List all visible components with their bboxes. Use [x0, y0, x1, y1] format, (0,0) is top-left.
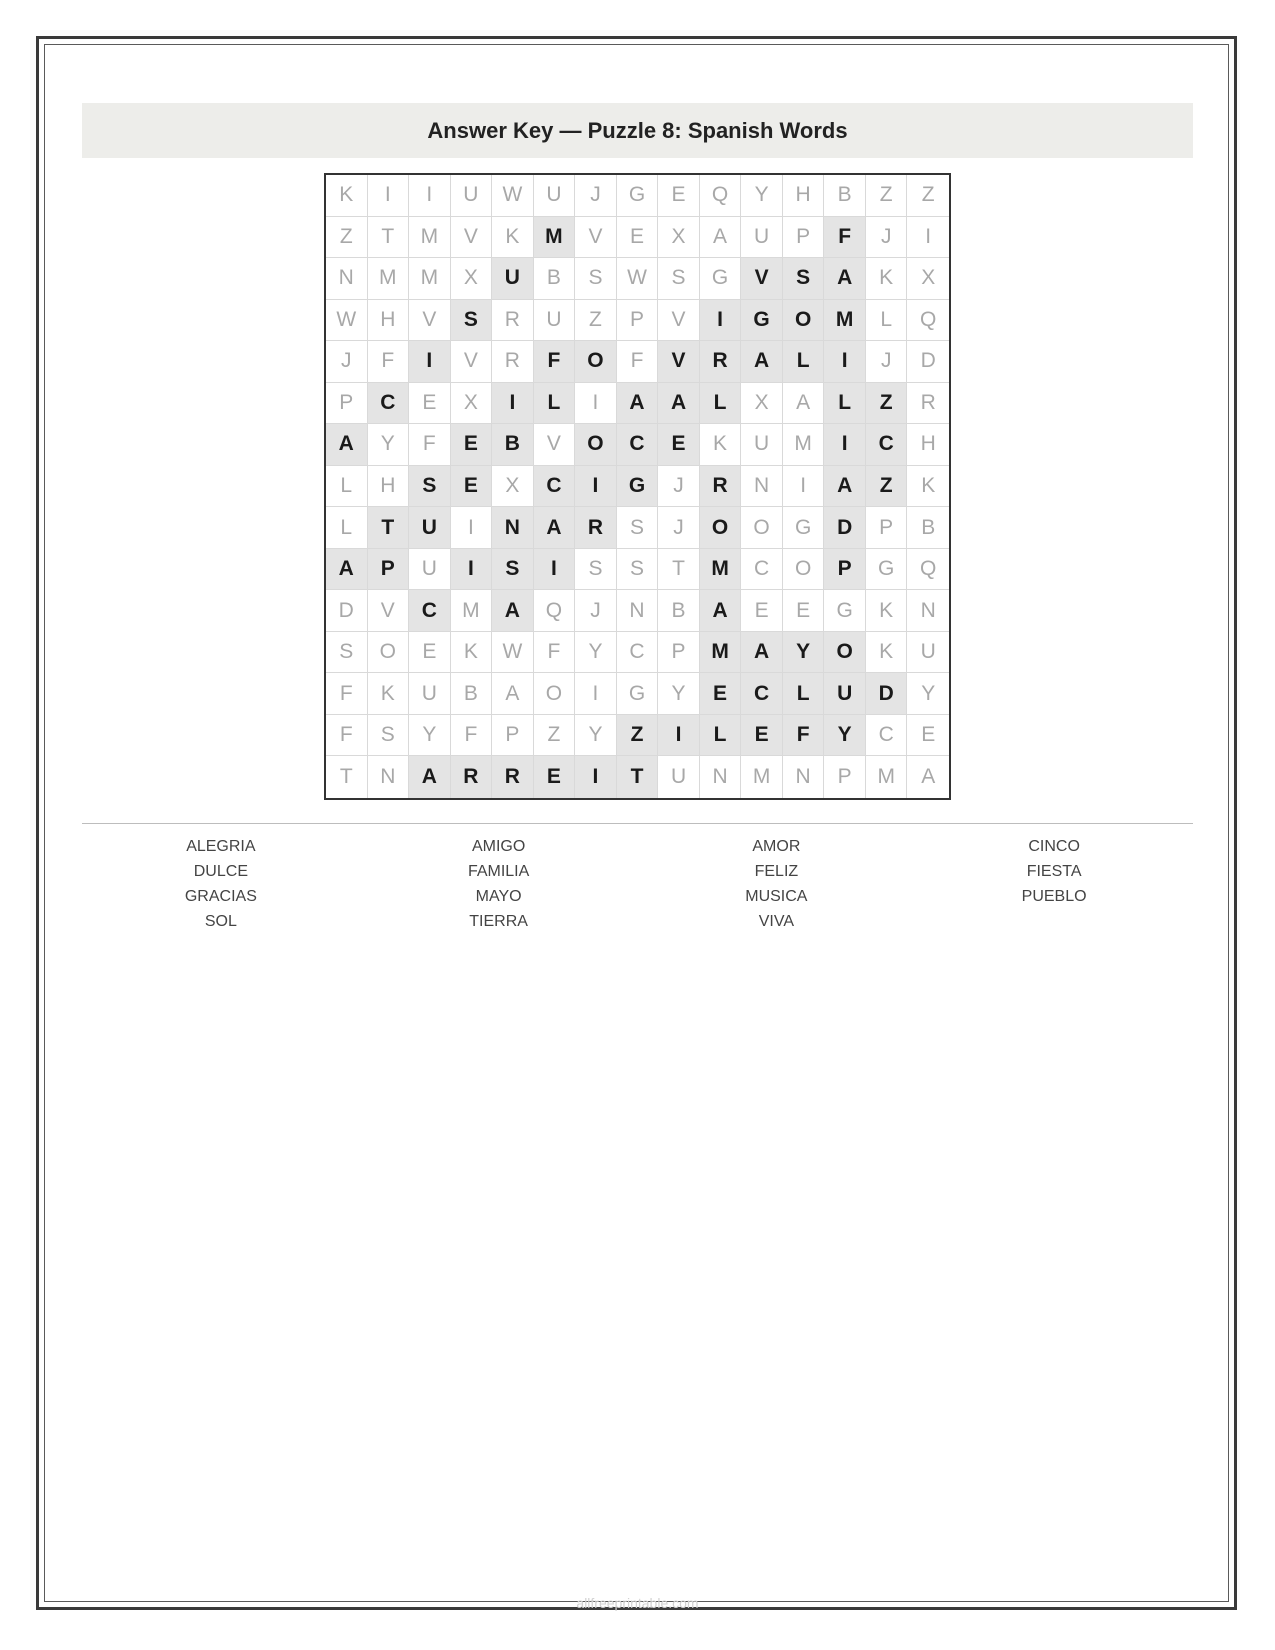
grid-cell: P: [824, 756, 866, 798]
grid-cell: A: [658, 383, 700, 425]
word-list-item: MUSICA: [745, 888, 808, 905]
word-list-item: MAYO: [475, 888, 522, 905]
grid-cell: P: [866, 507, 908, 549]
grid-cell: H: [783, 175, 825, 217]
grid-cell: J: [326, 341, 368, 383]
grid-cell: K: [326, 175, 368, 217]
grid-cell: U: [907, 632, 949, 674]
grid-cell: I: [658, 715, 700, 757]
word-list-item: ALEGRIA: [186, 838, 256, 855]
grid-cell: V: [658, 341, 700, 383]
grid-cell: N: [326, 258, 368, 300]
grid-cell: C: [741, 673, 783, 715]
grid-cell: Y: [409, 715, 451, 757]
grid-cell: X: [907, 258, 949, 300]
grid-cell: Z: [866, 383, 908, 425]
grid-cell: O: [575, 341, 617, 383]
grid-cell: Y: [658, 673, 700, 715]
grid-cell: V: [409, 300, 451, 342]
word-list-item: PUEBLO: [1021, 888, 1087, 905]
grid-cell: Z: [866, 175, 908, 217]
grid-cell: T: [617, 756, 659, 798]
grid-cell: E: [534, 756, 576, 798]
grid-cell: I: [409, 341, 451, 383]
grid-cell: O: [534, 673, 576, 715]
grid-cell: I: [575, 383, 617, 425]
grid-cell: N: [783, 756, 825, 798]
grid-cell: Y: [741, 175, 783, 217]
grid-cell: L: [783, 673, 825, 715]
grid-cell: M: [451, 590, 493, 632]
grid-cell: Y: [575, 632, 617, 674]
grid-cell: J: [866, 217, 908, 259]
grid-cell: S: [783, 258, 825, 300]
grid-cell: E: [409, 632, 451, 674]
grid-cell: S: [368, 715, 410, 757]
grid-cell: V: [451, 217, 493, 259]
grid-cell: A: [700, 217, 742, 259]
grid-cell: S: [617, 507, 659, 549]
grid-cell: M: [783, 424, 825, 466]
grid-cell: P: [326, 383, 368, 425]
grid-cell: F: [534, 632, 576, 674]
grid-cell: N: [741, 466, 783, 508]
grid-cell: M: [534, 217, 576, 259]
word-list-item: FIESTA: [1026, 863, 1082, 880]
grid-cell: I: [824, 424, 866, 466]
grid-cell: M: [700, 549, 742, 591]
grid-cell: Q: [907, 300, 949, 342]
grid-cell: C: [617, 632, 659, 674]
grid-cell: I: [700, 300, 742, 342]
grid-cell: A: [326, 549, 368, 591]
grid-cell: Y: [783, 632, 825, 674]
grid-cell: G: [700, 258, 742, 300]
grid-cell: Q: [534, 590, 576, 632]
word-list-item: DULCE: [193, 863, 248, 880]
grid-cell: Z: [575, 300, 617, 342]
word-list: [82, 834, 1193, 934]
grid-cell: D: [326, 590, 368, 632]
word-list-item: CINCO: [1028, 838, 1080, 855]
grid-cell: P: [824, 549, 866, 591]
grid-cell: E: [700, 673, 742, 715]
grid-cell: E: [451, 466, 493, 508]
grid-cell: K: [866, 632, 908, 674]
grid-cell: U: [658, 756, 700, 798]
grid-cell: L: [534, 383, 576, 425]
grid-cell: B: [534, 258, 576, 300]
grid-cell: J: [658, 466, 700, 508]
grid-cell: X: [451, 258, 493, 300]
grid-cell: C: [617, 424, 659, 466]
watermark: allfreeprintable.com: [576, 1595, 699, 1611]
grid-cell: I: [824, 341, 866, 383]
grid-cell: A: [492, 673, 534, 715]
grid-cell: F: [617, 341, 659, 383]
grid-cell: E: [741, 590, 783, 632]
grid-cell: Z: [534, 715, 576, 757]
grid-cell: B: [451, 673, 493, 715]
grid-cell: V: [658, 300, 700, 342]
grid-cell: O: [368, 632, 410, 674]
grid-cell: V: [451, 341, 493, 383]
grid-cell: T: [368, 507, 410, 549]
grid-cell: A: [741, 632, 783, 674]
word-list-item: AMOR: [752, 838, 801, 855]
grid-cell: P: [658, 632, 700, 674]
grid-cell: C: [741, 549, 783, 591]
grid-cell: O: [783, 300, 825, 342]
grid-cell: C: [866, 715, 908, 757]
grid-cell: Z: [866, 466, 908, 508]
grid-cell: A: [534, 507, 576, 549]
grid-cell: J: [575, 590, 617, 632]
grid-cell: M: [409, 258, 451, 300]
grid-cell: D: [866, 673, 908, 715]
grid-cell: N: [700, 756, 742, 798]
grid-cell: H: [907, 424, 949, 466]
grid-cell: U: [534, 175, 576, 217]
grid-cell: F: [783, 715, 825, 757]
grid-cell: E: [617, 217, 659, 259]
grid-cell: K: [451, 632, 493, 674]
grid-cell: M: [368, 258, 410, 300]
grid-cell: N: [617, 590, 659, 632]
grid-cell: I: [492, 383, 534, 425]
grid-cell: A: [741, 341, 783, 383]
grid-cell: I: [409, 175, 451, 217]
grid-cell: M: [824, 300, 866, 342]
grid-cell: C: [534, 466, 576, 508]
grid-cell: E: [783, 590, 825, 632]
grid-cell: L: [326, 507, 368, 549]
grid-cell: I: [451, 549, 493, 591]
grid-cell: F: [534, 341, 576, 383]
grid-cell: F: [368, 341, 410, 383]
grid-cell: Q: [907, 549, 949, 591]
grid-cell: O: [741, 507, 783, 549]
grid-cell: R: [907, 383, 949, 425]
grid-cell: R: [700, 341, 742, 383]
grid-cell: S: [617, 549, 659, 591]
grid-cell: H: [368, 466, 410, 508]
word-search-grid: [324, 173, 951, 800]
grid-cell: U: [741, 424, 783, 466]
grid-cell: K: [368, 673, 410, 715]
grid-cell: T: [326, 756, 368, 798]
grid-cell: M: [409, 217, 451, 259]
grid-cell: U: [451, 175, 493, 217]
grid-cell: L: [866, 300, 908, 342]
grid-cell: W: [492, 632, 534, 674]
grid-cell: L: [700, 383, 742, 425]
grid-cell: S: [409, 466, 451, 508]
grid-cell: F: [451, 715, 493, 757]
grid-cell: J: [866, 341, 908, 383]
grid-cell: B: [907, 507, 949, 549]
grid-cell: A: [700, 590, 742, 632]
grid-cell: A: [824, 466, 866, 508]
word-list-item: VIVA: [758, 913, 795, 930]
grid-cell: C: [866, 424, 908, 466]
grid-cell: X: [492, 466, 534, 508]
grid-cell: Y: [907, 673, 949, 715]
grid-cell: H: [368, 300, 410, 342]
grid-cell: U: [409, 673, 451, 715]
grid-cell: T: [368, 217, 410, 259]
grid-cell: I: [575, 466, 617, 508]
grid-cell: E: [451, 424, 493, 466]
grid-cell: E: [658, 424, 700, 466]
grid-cell: Y: [575, 715, 617, 757]
grid-cell: A: [409, 756, 451, 798]
grid-cell: A: [492, 590, 534, 632]
grid-cell: P: [617, 300, 659, 342]
grid-cell: E: [409, 383, 451, 425]
grid-cell: M: [741, 756, 783, 798]
grid-cell: C: [368, 383, 410, 425]
grid-cell: I: [368, 175, 410, 217]
grid-cell: P: [368, 549, 410, 591]
grid-cell: M: [866, 756, 908, 798]
grid-cell: R: [575, 507, 617, 549]
word-list-item: SOL: [204, 913, 237, 930]
grid-cell: G: [617, 175, 659, 217]
word-list-item: AMIGO: [471, 838, 526, 855]
grid-cell: O: [700, 507, 742, 549]
grid-cell: U: [534, 300, 576, 342]
grid-cell: W: [326, 300, 368, 342]
grid-cell: I: [534, 549, 576, 591]
word-list-item: FAMILIA: [467, 863, 530, 880]
grid-cell: K: [907, 466, 949, 508]
grid-cell: S: [658, 258, 700, 300]
grid-cell: Z: [326, 217, 368, 259]
grid-cell: N: [907, 590, 949, 632]
grid-cell: V: [575, 217, 617, 259]
grid-cell: J: [658, 507, 700, 549]
grid-cell: V: [368, 590, 410, 632]
grid-cell: K: [700, 424, 742, 466]
grid-cell: U: [409, 507, 451, 549]
grid-cell: G: [824, 590, 866, 632]
grid-cell: R: [700, 466, 742, 508]
grid-cell: M: [700, 632, 742, 674]
grid-cell: E: [741, 715, 783, 757]
grid-cell: R: [492, 756, 534, 798]
word-list-item: GRACIAS: [184, 888, 257, 905]
grid-cell: C: [409, 590, 451, 632]
grid-cell: A: [326, 424, 368, 466]
grid-cell: R: [451, 756, 493, 798]
grid-cell: Z: [617, 715, 659, 757]
grid-cell: Y: [368, 424, 410, 466]
word-list-item: FELIZ: [754, 863, 799, 880]
grid-cell: K: [866, 590, 908, 632]
grid-cell: W: [492, 175, 534, 217]
grid-cell: S: [326, 632, 368, 674]
grid-cell: B: [658, 590, 700, 632]
grid-cell: A: [907, 756, 949, 798]
grid-cell: K: [492, 217, 534, 259]
divider: [82, 823, 1193, 824]
grid-cell: L: [700, 715, 742, 757]
grid-cell: F: [326, 715, 368, 757]
grid-cell: D: [907, 341, 949, 383]
grid-cell: A: [617, 383, 659, 425]
grid-cell: V: [534, 424, 576, 466]
grid-cell: U: [409, 549, 451, 591]
grid-cell: L: [824, 383, 866, 425]
grid-cell: I: [783, 466, 825, 508]
grid-cell: A: [783, 383, 825, 425]
grid-cell: L: [326, 466, 368, 508]
grid-cell: Z: [907, 175, 949, 217]
page-title-text: Answer Key — Puzzle 8: Spanish Words: [427, 117, 848, 143]
grid-cell: S: [575, 258, 617, 300]
grid-cell: S: [492, 549, 534, 591]
grid-cell: Y: [824, 715, 866, 757]
grid-cell: B: [492, 424, 534, 466]
word-list-item: TIERRA: [469, 913, 528, 930]
grid-cell: D: [824, 507, 866, 549]
page-title: [82, 103, 1193, 158]
grid-cell: I: [451, 507, 493, 549]
grid-cell: P: [783, 217, 825, 259]
grid-cell: K: [866, 258, 908, 300]
grid-cell: G: [617, 673, 659, 715]
grid-cell: U: [741, 217, 783, 259]
grid-cell: E: [658, 175, 700, 217]
grid-cell: O: [824, 632, 866, 674]
grid-cell: X: [741, 383, 783, 425]
grid-cell: F: [409, 424, 451, 466]
grid-cell: N: [492, 507, 534, 549]
grid-cell: V: [741, 258, 783, 300]
grid-cell: O: [783, 549, 825, 591]
grid-cell: E: [907, 715, 949, 757]
grid-cell: O: [575, 424, 617, 466]
grid-cell: G: [617, 466, 659, 508]
grid-cell: U: [824, 673, 866, 715]
grid-cell: R: [492, 341, 534, 383]
grid-cell: X: [658, 217, 700, 259]
grid-cell: G: [866, 549, 908, 591]
grid-cell: B: [824, 175, 866, 217]
grid-cell: N: [368, 756, 410, 798]
grid-cell: I: [575, 673, 617, 715]
grid-cell: I: [575, 756, 617, 798]
grid-cell: W: [617, 258, 659, 300]
grid-cell: X: [451, 383, 493, 425]
grid-cell: J: [575, 175, 617, 217]
grid-cell: P: [492, 715, 534, 757]
grid-cell: T: [658, 549, 700, 591]
grid-cell: S: [575, 549, 617, 591]
grid-cell: F: [326, 673, 368, 715]
grid-cell: G: [783, 507, 825, 549]
grid-cell: L: [783, 341, 825, 383]
grid-cell: G: [741, 300, 783, 342]
grid-cell: S: [451, 300, 493, 342]
grid-cell: U: [492, 258, 534, 300]
grid-cell: R: [492, 300, 534, 342]
grid-cell: A: [824, 258, 866, 300]
grid-cell: Q: [700, 175, 742, 217]
grid-cell: F: [824, 217, 866, 259]
grid-cell: I: [907, 217, 949, 259]
